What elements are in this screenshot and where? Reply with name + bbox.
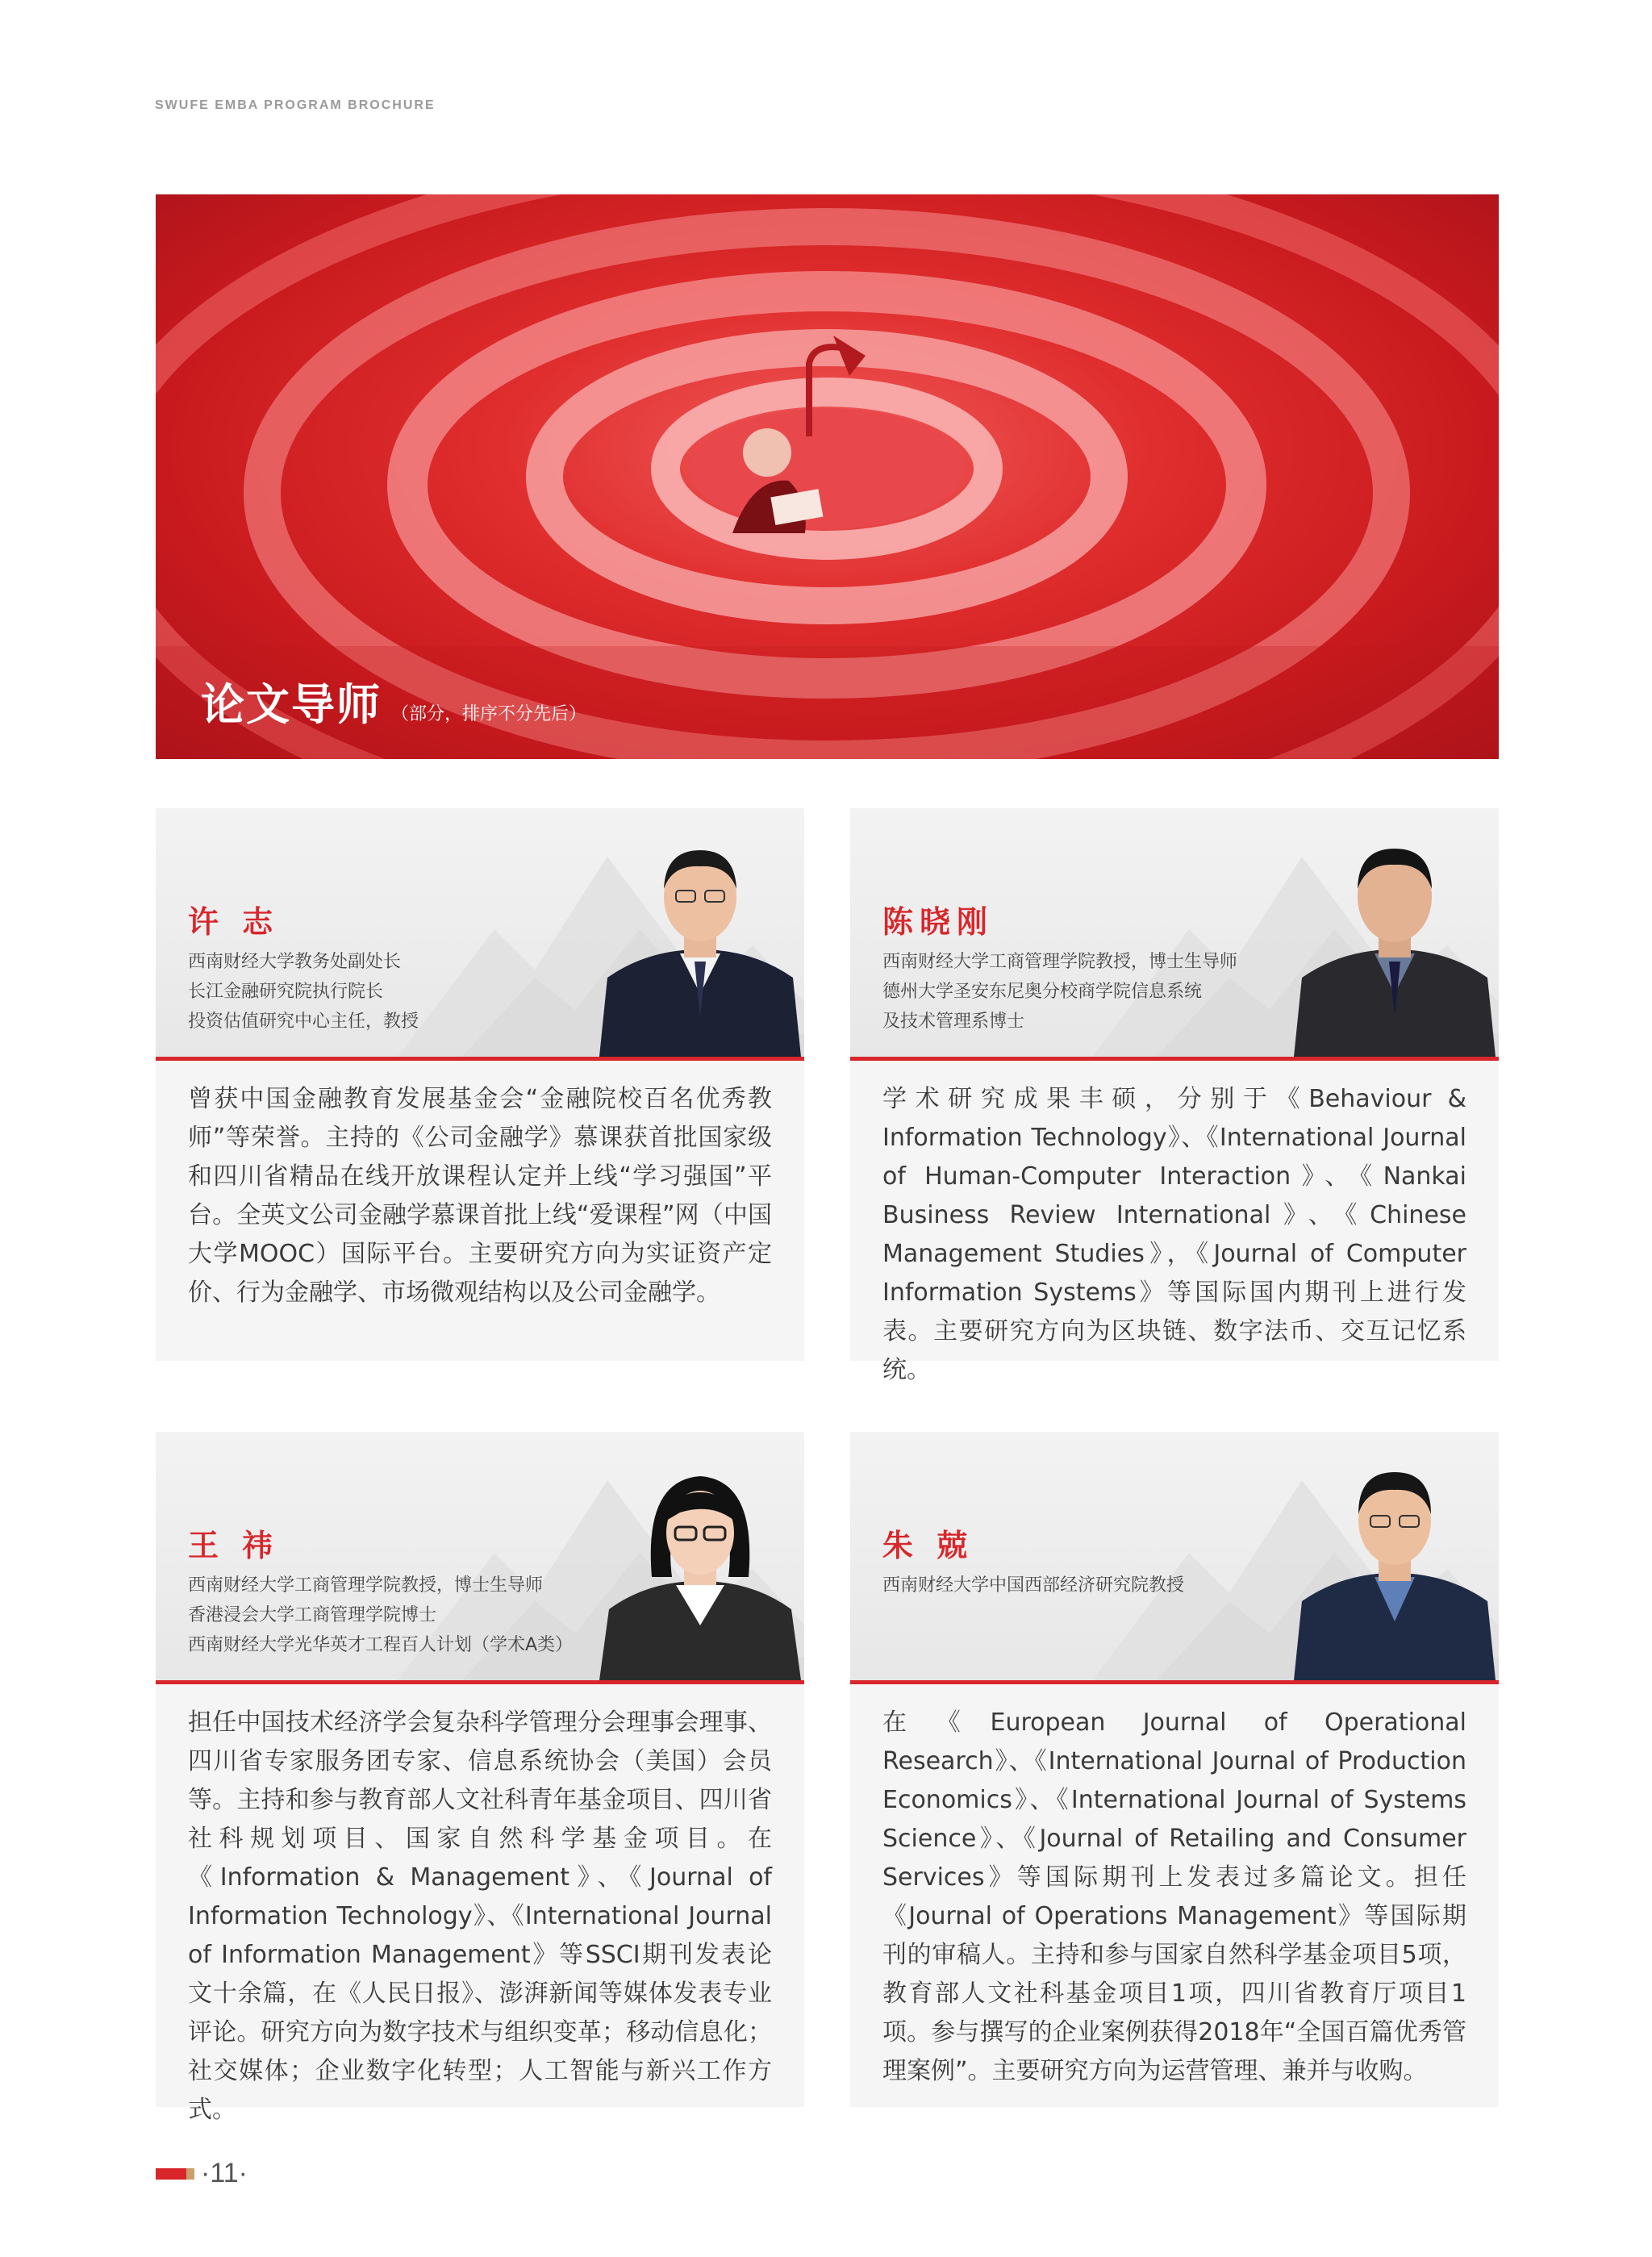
mentor-title-line: 香港浸会大学工商管理学院博士 (188, 1605, 437, 1625)
page-number: ·11· (201, 2158, 248, 2188)
mentor-bio: 曾获中国金融教育发展基金会“金融院校百名优秀教师”等荣誉。主持的《公司金融学》慕课获首批国家级和四川省精品在线开放课程认定并上线“学习强国”平台。全英文公司金融学慕课首批上线“爱课程”网（中国大学MOOC）国际平台。主要研究方向为实证资产定价、行为金融学、市场微观结构以及公司金融学。 (188, 1085, 772, 1307)
man-portrait-icon (1294, 1456, 1496, 1680)
mentor-bio: 学术研究成果丰硕，分别于《Behaviour & Information Technology》、《International Journal of Human-Computer Interaction》、《Nankai Business Review International》、《Chinese Management Studies》，《Journal of Computer Information Systems》等国际国内期刊上进行发表。主要研究方向为区块链、数字法币、交互记忆系统。 (882, 1085, 1466, 1384)
mentor-title-line: 西南财经大学光华英才工程百人计划（学术A类） (188, 1635, 574, 1655)
mentor-titles (188, 947, 419, 1037)
mentor-title-line: 西南财经大学工商管理学院教授，博士生导师 (188, 1575, 544, 1596)
mentor-title-line: 及技术管理系博士 (882, 1012, 1025, 1032)
mentor-bio: 担任中国技术经济学会复杂科学管理分会理事会理事、四川省专家服务团专家、信息系统协会（美国）会员等。主持和参与教育部人文社科青年基金项目、四川省社科规划项目、国家自然科学基金项目。在《Information & Management》、《Journal of Information Technology》、《International Journal of Information Management》等SSCI期刊发表论文十余篇，在《人民日报》、澎湃新闻等媒体发表专业评论。研究方向为数字技术与组织变革；移动信息化；社交媒体；企业数字化转型；人工智能与新兴工作方式。 (188, 1708, 772, 2124)
mentor-titles (882, 947, 1237, 1037)
section-title: 论文导师 (201, 679, 382, 730)
mentor-title-line: 投资估值研究中心主任，教授 (188, 1012, 419, 1032)
mentor-title-line: 西南财经大学教务处副处长 (188, 952, 402, 972)
footer-accent-bar (186, 2168, 194, 2180)
man-portrait-icon (599, 832, 801, 1057)
mentor-title-line: 德州大学圣安东尼奥分校商学院信息系统 (882, 982, 1203, 1002)
brochure-brand: SWUFE EMBA PROGRAM BROCHURE (155, 98, 436, 112)
woman-portrait-icon (599, 1456, 801, 1680)
mentor-title-line: 西南财经大学中国西部经济研究院教授 (882, 1575, 1185, 1596)
mentor-name: 王 祎 (188, 1528, 280, 1563)
mentor-title-line: 长江金融研究院执行院长 (188, 982, 384, 1002)
mentor-name: 陈晓刚 (882, 904, 995, 940)
mentor-name: 朱 兢 (882, 1528, 974, 1563)
man-portrait-icon (1294, 832, 1496, 1057)
mentor-name: 许 志 (188, 904, 280, 940)
mentor-bio: 在《European Journal of Operational Research》、《International Journal of Production Economics》、《International Journal of Systems Science》、《Journal of Retailing and Consumer Services》等国际期刊上发表过多篇论文。担任《Journal of Operations Management》等国际期刊的审稿人。主持和参与国家自然科学基金项目5项，教育部人文社科基金项目1项，四川省教育厅项目1项。参与撰写的企业案例获得2018年“全国百篇优秀管理案例”。主要研究方向为运营管理、兼并与收购。 (882, 1708, 1466, 2085)
mentor-card (156, 1432, 804, 2124)
mentor-titles (188, 1571, 573, 1660)
footer-accent-bar (156, 2168, 186, 2180)
page-footer (156, 2158, 248, 2189)
mentor-card (850, 1432, 1499, 2107)
mentor-card (156, 808, 804, 1361)
section-subtitle: （部分，排序不分先后） (391, 704, 587, 724)
mentor-titles (882, 1571, 1184, 1600)
mentor-title-line: 西南财经大学工商管理学院教授，博士生导师 (882, 952, 1238, 972)
mentor-card (850, 808, 1499, 1384)
hero-banner (156, 194, 1499, 759)
